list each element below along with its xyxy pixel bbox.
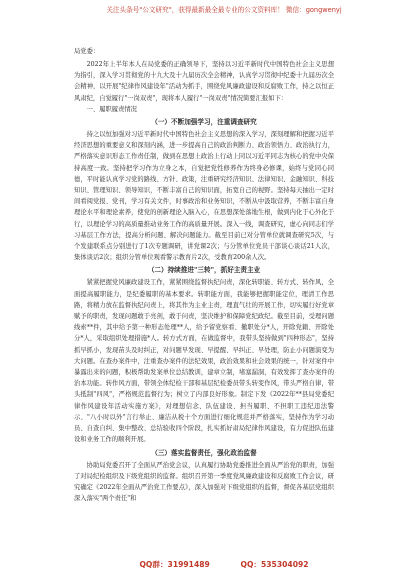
footer-qq: QQ：535304092 [240, 560, 309, 569]
intro-paragraph: 2022年上半年本人在局党委的正确领导下，坚持以习近平新时代中国特色社会主义思想为指引，深入学习贯彻党的十九大及十九届历次全会精神，认真学习贯彻中纪委十九届历次全会精神，以开展"纪律作风建设年"活动为抓手，围绕党风廉政建设和反腐败工作，持之以恒正风肃纪，自觉履行"一岗双责"，现将本人履行"一岗双责"情况简要汇报如下： [74, 61, 334, 102]
document-body [74, 46, 334, 504]
footer-contact [74, 560, 374, 570]
subsection-body-2: 紧紧把握党风廉政建设工作，紧紧围绕监督执纪问责，深化转职能、转方式、转作风，全面提高履职能力，是纪委履职的基本要求。转职能方面，我能够把握职能定位，理清工作思路，将精力放在监督执纪问责上，将其作为主业主责，理直气壮的开展工作，切实履行好党章赋予的职责，发现问题敢于亮剑，敢于问责，坚决维护和保障党纪政纪。截至目前，受理问题线索**件，其中给予第一种形态处理**人，给予留党察看、撤职处分*人，开除党籍、开除处分*人，采取组织处理措施*人。转方式方面，在做监督中，我带头坚持做到"四种形态"，坚持抓早抓小，发现苗头及时纠正，对问题早发现、早提醒、早纠正、早处理，防止小问题演变为大问题。在查办案件中，注重查办案件的法纪效果，政治效果和社会效果的统一，针对案件中暴露出来的问题，积极帮助发案单位总结教训，建章立制，堵塞漏洞，有效发挥了查办案件的治本功能。转作风方面，带领全体纪检干部和基层纪检委员带头转变作风，带头严格自律，带头抵制"四风"，严格规范监督行为；树立了内部良好形象。制定下发《2022年**县局党委纪律作风建设年活动实施方案》，对理想信念、队伍建设、担当履职、不担职工违纪违法警示、"八小时以外"言行举止、廉洁从税十个方面进行细化规范并严格落实，坚持作为学习动员、自查自纠、集中整改、总结验收四个阶段，扎实抓好肃局纪律作风建设，有力促进队伍建设和业务工作的顺利开展。 [74, 279, 334, 444]
subsection-title-2: （二）持续推进"三转"，抓好主责主业 [147, 266, 261, 275]
subsection-body-1: 持之以恒加强对习近平新时代中国特色社会主义思想的深入学习，深刻理解和把握习近平经济思想的重要意义和深刻内涵，进一步提高自己的政治判断力、政治领悟力、政治执行力，严格落实意识形态工作责任制，做到在思想上政治上行动上同以习近平同志为核心的党中央保持高度一致。坚持把学习作为立身之本，自觉把党性修养作为终身必修课，始终与党同心同德，平时能认真学习党的路线、方针、政策，注重研究经济知识、法律知识、金融知识、科技知识、管理知识、领导知识，不断丰富自己的知识面，拓宽自己的视野。坚持每天抽出一定时间看阅党报、党刊，学习有关文件，时事政治和业务知识，不断从中汲取营养，不断丰富自身理论水平和理论素养，使党的创新理论入脑入心，在思想深处落地生根，做到内化于心外化于行，以理论学习的高质量推动业务工作的高质量开展。深入一线，调查研究，虚心向同志们学习基层工作方法，提高分析问题、解决问题能力。截至目前已对分管单位就调查研究5次，与个发建联系点分别进行了1次专题调研，讲党课2次；与分管单位党员干部谈心谈话21人次，集体谈话2次；组织分管单位观看警示教育片2次，受教育200余人次。 [74, 131, 334, 262]
subsection-title-1: （一）不断加强学习，注重调查研究 [151, 118, 257, 127]
subsection-body-3: 协助局党委召开了全面从严治党会议，认真履行协助党委推进全面从严治党的职责，加强了对局纪检组织及下级党组织的监督。组织召开第一季度党风廉政建设和反腐败工作会议，研究确定《2022年全面从严治党工作要点》，深入加强对下级党组织的监督，督促各基层党组织深入落实"两个责任"和 [74, 461, 334, 503]
addressee: 局党委： [74, 48, 100, 55]
subsection-title-3: （三）落实监督责任，强化政治监督 [151, 448, 257, 457]
header-banner: 关注头条号"公文研究"，获得最新最全最专业的公文资料库！ 微信：gongwenyj [106, 6, 342, 14]
footer-qq-group: QQ群：31991489 [139, 560, 210, 569]
section-title: 一、履职履责情况 [86, 105, 137, 113]
